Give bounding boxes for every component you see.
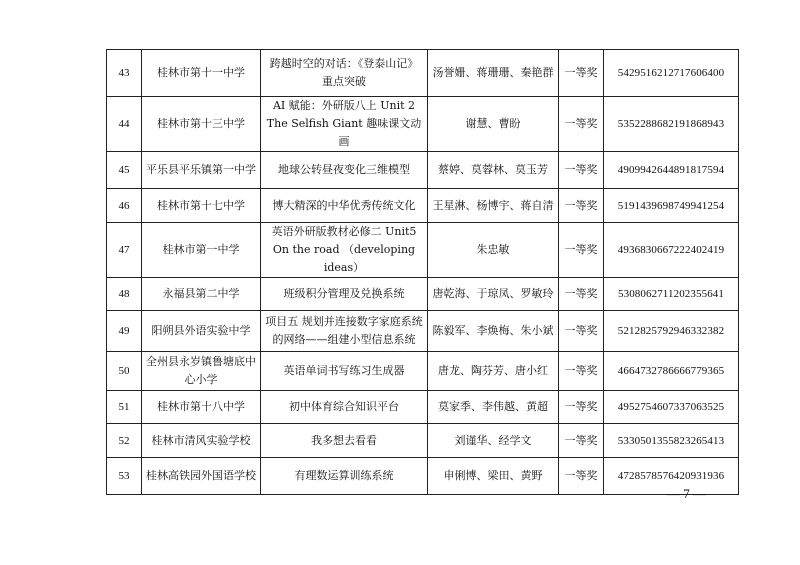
row-number: 43 bbox=[107, 50, 142, 97]
row-number: 47 bbox=[107, 223, 142, 278]
row-number: 53 bbox=[107, 458, 142, 495]
work-title: AI 赋能：外研版八上 Unit 2 The Selfish Giant 趣味课文动画 bbox=[261, 97, 428, 152]
work-title: 项目五 规划并连接数字家庭系统的网络——组建小型信息系统 bbox=[261, 311, 428, 352]
authors: 汤誉姗、蒋珊珊、秦艳群 bbox=[428, 50, 559, 97]
certificate-code: 5308062711202355641 bbox=[604, 278, 739, 311]
table-row bbox=[107, 152, 739, 189]
work-title: 英语单词书写练习生成器 bbox=[261, 352, 428, 391]
row-number: 50 bbox=[107, 352, 142, 391]
authors: 朱忠敏 bbox=[428, 223, 559, 278]
awards-table bbox=[106, 49, 739, 495]
row-number: 48 bbox=[107, 278, 142, 311]
work-title: 有理数运算训练系统 bbox=[261, 458, 428, 495]
school-name: 阳朔县外语实验中学 bbox=[142, 311, 261, 352]
award-level: 一等奖 bbox=[559, 50, 604, 97]
table-row bbox=[107, 311, 739, 352]
certificate-code: 4728578576420931936 bbox=[604, 458, 739, 495]
row-number: 44 bbox=[107, 97, 142, 152]
school-name: 桂林市第十八中学 bbox=[142, 391, 261, 424]
work-title: 初中体育综合知识平台 bbox=[261, 391, 428, 424]
certificate-code: 4936830667222402419 bbox=[604, 223, 739, 278]
authors: 莫家季、李伟越、黄超 bbox=[428, 391, 559, 424]
certificate-code: 4664732786666779365 bbox=[604, 352, 739, 391]
award-level: 一等奖 bbox=[559, 391, 604, 424]
school-name: 全州县永岁镇鲁塘底中心小学 bbox=[142, 352, 261, 391]
certificate-code: 4909942644891817594 bbox=[604, 152, 739, 189]
school-name: 桂林市第十一中学 bbox=[142, 50, 261, 97]
row-number: 51 bbox=[107, 391, 142, 424]
authors: 唐龙、陶芬芳、唐小红 bbox=[428, 352, 559, 391]
school-name: 桂林市清风实验学校 bbox=[142, 424, 261, 458]
table-row bbox=[107, 424, 739, 458]
school-name: 永福县第二中学 bbox=[142, 278, 261, 311]
authors: 唐乾海、于琼凤、罗敏玲 bbox=[428, 278, 559, 311]
row-number: 45 bbox=[107, 152, 142, 189]
table-row bbox=[107, 352, 739, 391]
authors: 刘谨华、经学文 bbox=[428, 424, 559, 458]
award-level: 一等奖 bbox=[559, 152, 604, 189]
award-level: 一等奖 bbox=[559, 278, 604, 311]
work-title: 博大精深的中华优秀传统文化 bbox=[261, 189, 428, 223]
table-row bbox=[107, 189, 739, 223]
school-name: 桂林市第十七中学 bbox=[142, 189, 261, 223]
certificate-code: 5330501355823265413 bbox=[604, 424, 739, 458]
award-level: 一等奖 bbox=[559, 458, 604, 495]
table-row bbox=[107, 391, 739, 424]
work-title: 地球公转昼夜变化三维模型 bbox=[261, 152, 428, 189]
authors: 蔡婷、莫蓉林、莫玉芳 bbox=[428, 152, 559, 189]
authors: 陈毅军、李焕梅、朱小斌 bbox=[428, 311, 559, 352]
work-title: 班级积分管理及兑换系统 bbox=[261, 278, 428, 311]
certificate-code: 5191439698749941254 bbox=[604, 189, 739, 223]
table-row bbox=[107, 223, 739, 278]
school-name: 平乐县平乐镇第一中学 bbox=[142, 152, 261, 189]
award-level: 一等奖 bbox=[559, 97, 604, 152]
award-level: 一等奖 bbox=[559, 223, 604, 278]
row-number: 49 bbox=[107, 311, 142, 352]
authors: 申俐博、梁田、黄野 bbox=[428, 458, 559, 495]
table-row bbox=[107, 458, 739, 495]
school-name: 桂林市第十三中学 bbox=[142, 97, 261, 152]
work-title: 跨越时空的对话：《登泰山记》重点突破 bbox=[261, 50, 428, 97]
work-title: 我多想去看看 bbox=[261, 424, 428, 458]
table-row bbox=[107, 278, 739, 311]
certificate-code: 4952754607337063525 bbox=[604, 391, 739, 424]
table-row bbox=[107, 97, 739, 152]
page-number: — 7 — bbox=[667, 486, 706, 501]
school-name: 桂林高铁园外国语学校 bbox=[142, 458, 261, 495]
award-level: 一等奖 bbox=[559, 311, 604, 352]
authors: 王星淋、杨博宇、蒋自清 bbox=[428, 189, 559, 223]
award-level: 一等奖 bbox=[559, 189, 604, 223]
certificate-code: 5352288682191868943 bbox=[604, 97, 739, 152]
authors: 谢慧、曹盼 bbox=[428, 97, 559, 152]
certificate-code: 5429516212717606400 bbox=[604, 50, 739, 97]
work-title: 英语外研版教材必修二 Unit5 On the road （developing ideas） bbox=[261, 223, 428, 278]
certificate-code: 5212825792946332382 bbox=[604, 311, 739, 352]
school-name: 桂林市第一中学 bbox=[142, 223, 261, 278]
row-number: 52 bbox=[107, 424, 142, 458]
row-number: 46 bbox=[107, 189, 142, 223]
award-level: 一等奖 bbox=[559, 352, 604, 391]
table-row bbox=[107, 50, 739, 97]
award-level: 一等奖 bbox=[559, 424, 604, 458]
